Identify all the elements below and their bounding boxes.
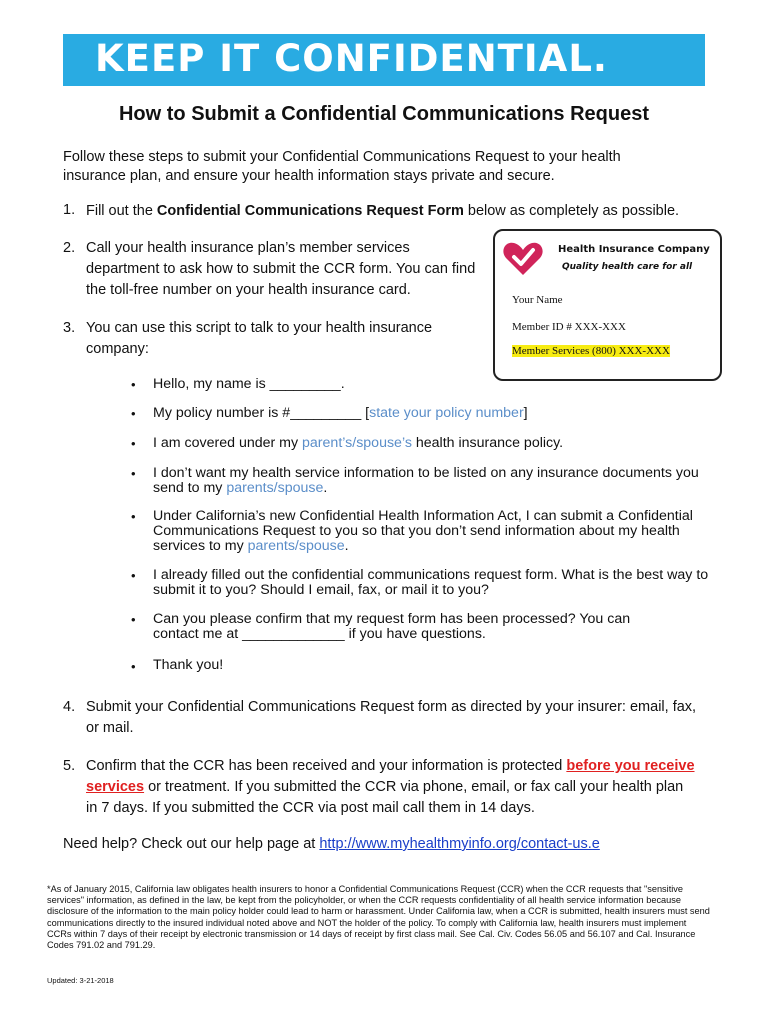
step-2-text: Call your health insurance plan’s member services department to ask how to submit the CCR form. You can find the toll-free number on your health insurance card.: [86, 240, 476, 298]
step-5-text: Confirm that the CCR has been received and your information is protected before you receive services or treatment. If you submitted the CCR via phone, email, or fax call your health plan in 7 days. If you submitted the CCR via post mail call them in 14 days.: [86, 758, 695, 816]
legal-footnote: *As of January 2015, California law obligates health insurers to honor a Confidential Communications Request (CCR) when the CCR requests that "sensitive services" information, as defined in the law, be kept from the policyholder, or when the CCR requests confidentiality of all health service information because disclosure of the information to the main policy holder could lead to harm or harassment. Under California law, when a CCR is submitted, health insurers must send communications directly to the insured individual noted above and NOT the holder of the policy. To comply with California law, health insurers must implement CCRs within 7 days of their receipt by electronic transmission or 14 days of receipt by first class mail. See Cal. Civ. Codes 56.05 and 56.107 and Cal. Insurance Codes 791.02 and 791.29.: [47, 884, 710, 951]
step-1-number: 1.: [63, 202, 76, 218]
intro-text: Follow these steps to submit your Confidential Communications Request to your health insurance plan, and ensure your health information stays private and secure.: [63, 149, 621, 184]
bullet-7-marker: •: [131, 612, 136, 627]
bullet-5-marker: •: [131, 509, 136, 524]
script-line-3: I am covered under my parent’s/spouse’s health insurance policy.: [153, 435, 564, 451]
step-4-text: Submit your Confidential Communications Request form as directed by your insurer: email, fax, or mail.: [86, 699, 697, 736]
step-2-number: 2.: [63, 240, 76, 256]
banner-title: KEEP IT CONFIDENTIAL.: [95, 37, 608, 80]
heart-logo-icon: [503, 241, 543, 277]
page-title: How to Submit a Confidential Communications Request: [118, 103, 650, 125]
card-member-id: Member ID # XXX-XXX: [512, 321, 626, 333]
ccr-form-name: Confidential Communications Request Form: [156, 203, 464, 219]
bullet-1-marker: •: [131, 377, 136, 392]
card-tagline: Quality health care for all: [562, 262, 693, 272]
bullet-3-marker: •: [131, 436, 136, 451]
header-banner: [63, 34, 705, 86]
step-1-text: Fill out the Confidential Communications Request Form below as completely as possible.: [86, 203, 680, 219]
bullet-8-marker: •: [131, 659, 136, 674]
bullet-2-marker: •: [131, 406, 136, 421]
step-5-number: 5.: [63, 758, 76, 774]
card-your-name: Your Name: [512, 294, 563, 306]
help-page-link[interactable]: http://www.myhealthmyinfo.org/contact-us.e: [319, 836, 600, 852]
step-4-number: 4.: [63, 699, 76, 715]
bullet-4-marker: •: [131, 466, 136, 481]
script-line-7: Can you please confirm that my request form has been processed? You can contact me at _____________ if you have questions.: [153, 611, 631, 642]
insurance-card: [493, 229, 722, 381]
card-member-services: Member Services (800) XXX-XXX: [512, 345, 670, 357]
script-line-8: Thank you!: [153, 657, 224, 673]
help-text: Need help? Check out our help page at http://www.myhealthmyinfo.org/contact-us.e: [63, 836, 600, 852]
bullet-6-marker: •: [131, 568, 136, 583]
script-line-1: Hello, my name is _________.: [153, 376, 345, 392]
script-line-2: My policy number is #_________ [state your policy number]: [153, 405, 528, 421]
card-company-name: Health Insurance Company: [558, 244, 710, 255]
step-3-text: You can use this script to talk to your health insurance company:: [86, 320, 433, 357]
script-line-5: Under California’s new Confidential Health Information Act, I can submit a Confidential Communications Request to you so that you don’t send information about my health services to my parents/spouse.: [153, 508, 693, 554]
script-line-4: I don’t want my health service information to be listed on any insurance documents you send to my parents/spouse.: [153, 465, 699, 496]
updated-date: Updated: 3-21-2018: [47, 976, 114, 985]
script-line-6: I already filled out the confidential communications request form. What is the best way to submit it to you? Should I email, fax, or mail it to you?: [153, 567, 709, 598]
step-3-number: 3.: [63, 320, 76, 336]
before-services-warning: before you receive services: [86, 758, 695, 795]
